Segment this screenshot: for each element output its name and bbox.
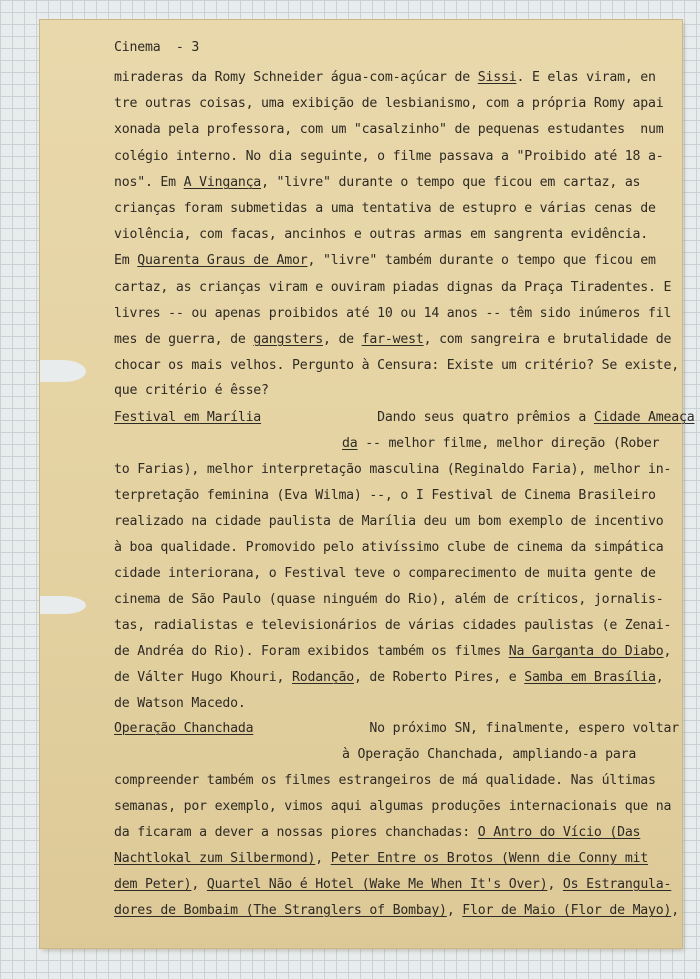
text-line	[114, 358, 679, 374]
text-run: realizado na cidade paulista de Marília deu um bom exemplo de incentivo	[114, 514, 664, 529]
text-line	[114, 903, 679, 919]
text-line	[114, 96, 664, 112]
underlined-title: Quartel Não é Hotel (Wake Me When It's Over)	[206, 877, 548, 892]
text-run: crianças foram submetidas a uma tentativa de estupro e várias cenas de	[114, 201, 656, 216]
text-run: livres -- ou apenas proibidos até 10 ou 14 anos -- têm sido inúmeros fil	[114, 306, 672, 321]
text-line	[114, 122, 664, 138]
underlined-title: Operação Chanchada	[114, 721, 254, 736]
text-run: semanas, por exemplo, vimos aqui algumas produções internacionais que na	[114, 799, 672, 814]
text-run: cinema de São Paulo (quase ninguém do Rio), além de críticos, jornalis-	[114, 592, 664, 607]
text-run: ,	[671, 903, 680, 918]
text-line	[114, 618, 671, 634]
text-run: compreender também os filmes estrangeiros de má qualidade. Nas últimas	[114, 773, 656, 788]
text-run: to Farias), melhor interpretação masculina (Reginaldo Faria), melhor in-	[114, 462, 672, 477]
underlined-title: gangsters	[253, 332, 323, 347]
text-run: ,	[547, 877, 563, 892]
underlined-title: dores de Bombaim (The Stranglers of Bombay)	[114, 903, 447, 918]
text-run: cartaz, as crianças viram e ouviram piadas dignas da Praça Tiradentes. E	[114, 280, 672, 295]
page-header: Cinema - 3	[114, 40, 200, 55]
text-line	[114, 773, 656, 789]
underlined-title: dem Peter)	[114, 877, 192, 892]
text-line	[114, 644, 671, 660]
text-line	[114, 696, 246, 712]
text-line	[114, 877, 671, 893]
text-run: -- melhor filme, melhor direção (Rober	[357, 436, 660, 451]
text-line	[114, 175, 640, 191]
text-line	[114, 306, 671, 322]
underlined-title: da	[342, 436, 358, 451]
text-run: . E elas viram, en	[516, 70, 656, 85]
text-line	[114, 851, 648, 867]
text-run: violência, com facas, ancinhos e outras armas em sangrenta evidência.	[114, 227, 649, 242]
text-run: de Watson Macedo.	[114, 696, 246, 711]
text-run: mes de guerra, de	[114, 332, 254, 347]
underlined-title: far-west	[361, 332, 424, 347]
text-run: No próximo SN, finalmente, espero voltar	[253, 721, 679, 736]
underlined-title: Nachtlokal zum Silbermond)	[114, 851, 316, 866]
underlined-title: Rodanção	[292, 670, 354, 685]
text-line	[114, 253, 656, 269]
text-line	[114, 383, 269, 399]
text-run: de Andréa do Rio). Foram exibidos também os filmes	[114, 644, 509, 659]
text-run: de Válter Hugo Khouri,	[114, 670, 293, 685]
text-run: à Operação Chanchada, ampliando-a para	[342, 747, 637, 762]
text-run: da ficaram a dever a nossas piores chanchadas:	[114, 825, 478, 840]
text-run: ,	[315, 851, 331, 866]
text-run: ,	[655, 670, 664, 685]
underlined-title: Na Garganta do Diabo	[508, 644, 664, 659]
text-line	[114, 462, 671, 478]
text-run: , de Roberto Pires, e	[353, 670, 525, 685]
text-line	[114, 70, 656, 86]
underlined-title: Peter Entre os Brotos (Wenn die Conny mit	[330, 851, 649, 866]
text-run: ,	[663, 644, 672, 659]
text-run: Em	[114, 253, 138, 268]
text-line	[114, 799, 671, 815]
text-line	[114, 514, 664, 530]
underlined-title: Os Estrangula-	[562, 877, 672, 892]
text-line	[114, 488, 656, 504]
text-run: miraderas da Romy Schneider água-com-açúcar de	[114, 70, 478, 85]
text-run: , com sangreira e brutalidade de	[423, 332, 672, 347]
text-run: terpretação feminina (Eva Wilma) --, o I Festival de Cinema Brasileiro	[114, 488, 656, 503]
underlined-title: Sissi	[477, 70, 517, 85]
text-run: , "livre" também durante o tempo que ficou em	[307, 253, 656, 268]
text-run: tas, radialistas e televisionários de várias cidades paulistas (e Zenai-	[114, 618, 672, 633]
text-line	[114, 280, 671, 296]
text-line	[114, 201, 656, 217]
text-line	[114, 149, 664, 165]
text-run: chocar os mais velhos. Pergunto à Censura: Existe um critério? Se existe,	[114, 358, 679, 373]
text-run: tre outras coisas, uma exibição de lesbianismo, com a própria Romy apai	[114, 96, 664, 111]
text-line	[342, 747, 636, 763]
text-line	[114, 825, 640, 841]
text-run: ,	[191, 877, 207, 892]
text-run: nos". Em	[114, 175, 184, 190]
text-run: xonada pela professora, com um "casalzinho" de pequenas estudantes num	[114, 122, 664, 137]
underlined-title: O Antro do Vício (Das	[477, 825, 641, 840]
text-run: que critério é êsse?	[114, 383, 269, 398]
text-run: colégio interno. No dia seguinte, o filme passava a "Proibido até 18 a-	[114, 149, 664, 164]
text-run: , "livre" durante o tempo que ficou em cartaz, as	[261, 175, 641, 190]
underlined-title: A Vingança	[183, 175, 262, 190]
text-line	[114, 410, 695, 426]
text-line	[114, 670, 664, 686]
text-line	[114, 540, 664, 556]
text-run: cidade interiorana, o Festival teve o comparecimento de muita gente de	[114, 566, 656, 581]
underlined-title: Samba em Brasília	[524, 670, 656, 685]
text-run: à boa qualidade. Promovido pelo ativíssimo clube de cinema da simpática	[114, 540, 664, 555]
text-line	[114, 332, 671, 348]
text-run: , de	[322, 332, 362, 347]
text-run: ,	[446, 903, 463, 918]
text-line	[342, 436, 659, 452]
underlined-title: Festival em Marília	[114, 410, 262, 425]
underlined-title: Flor de Maio (Flor de Mayo)	[462, 903, 672, 918]
underlined-title: Cidade Ameaça	[593, 410, 695, 425]
text-line	[114, 721, 679, 737]
text-line	[114, 566, 656, 582]
text-line	[114, 227, 648, 243]
text-line	[114, 592, 664, 608]
underlined-title: Quarenta Graus de Amor	[137, 253, 308, 268]
text-run: Dando seus quatro prêmios a	[261, 410, 594, 425]
